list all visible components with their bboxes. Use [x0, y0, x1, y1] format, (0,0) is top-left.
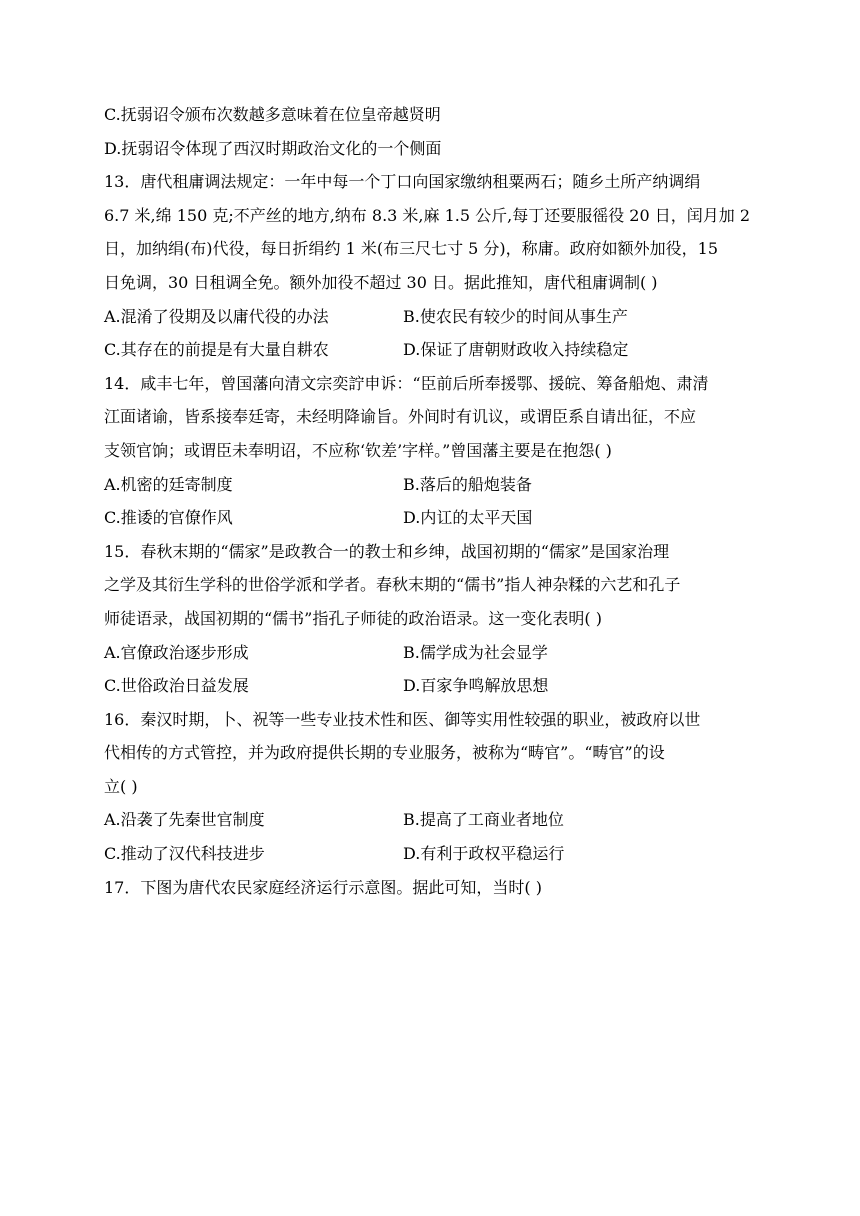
option-row	[104, 803, 760, 837]
question-16	[104, 703, 760, 871]
question-text-line: 之学及其衍生学科的世俗学派和学者。春秋末期的“儒书”指人神杂糅的六艺和孔子	[104, 575, 681, 595]
option-row	[104, 333, 760, 367]
option-c: C.世俗政治日益发展	[104, 676, 249, 696]
option-row	[104, 669, 760, 703]
question-text-line: 15．春秋末期的“儒家”是政教合一的教士和乡绅，战国初期的“儒家”是国家治理	[104, 541, 670, 561]
question-text-line: 日，加纳绢(布)代役，每日折绢约 1 米(布三尺七寸 5 分)，称庸。政府如额外加役，15	[104, 239, 719, 259]
question-text-line: 13．唐代租庸调法规定：一年中每一个丁口向国家缴纳租粟两石；随乡土所产纳调绢	[104, 172, 701, 192]
option-a: A.沿袭了先秦世官制度	[104, 810, 265, 830]
option-b: B.使农民有较少的时间从事生产	[403, 306, 628, 326]
option-b: B.儒学成为社会显学	[403, 642, 548, 662]
option-a: A.机密的廷寄制度	[104, 474, 233, 494]
option-c: C.推诿的官僚作风	[104, 508, 233, 528]
question-13	[104, 165, 760, 367]
option-c: C.推动了汉代科技进步	[104, 844, 265, 864]
option-row	[104, 837, 760, 871]
option-c: C.其存在的前提是有大量自耕农	[104, 340, 329, 360]
question-text-line: 16．秦汉时期，卜、祝等一些专业技术性和医、御等实用性较强的职业，被政府以世	[104, 709, 701, 729]
question-text-line: 江面诸谕，皆系接奉廷寄，未经明降谕旨。外间时有讥议，或谓臣系自请出征，不应	[104, 407, 697, 427]
question-text-line: 17．下图为唐代农民家庭经济运行示意图。据此可知，当时( )	[104, 877, 542, 897]
option-row	[104, 636, 760, 670]
option-d: D.内讧的太平天国	[403, 508, 533, 528]
option-b: B.提高了工商业者地位	[403, 810, 564, 830]
question-text-line: 6.7 米,绵 150 克;不产丝的地方,纳布 8.3 米,麻 1.5 公斤,每丁还要服徭役 20 日，闰月加 2	[104, 205, 751, 225]
option-d-text: D.抚弱诏令体现了西汉时期政治文化的一个侧面	[104, 138, 442, 158]
question-text-line: 代相传的方式管控，并为政府提供长期的专业服务，被称为“畴官”。“畴官”的设	[104, 743, 665, 763]
option-b: B.落后的船炮装备	[403, 474, 532, 494]
question-text-line: 立( )	[104, 776, 138, 796]
question-17	[104, 871, 760, 905]
carryover-options	[104, 98, 760, 165]
option-row	[104, 501, 760, 535]
option-row	[104, 468, 760, 502]
option-d: D.百家争鸣解放思想	[403, 676, 549, 696]
option-d: D.有利于政权平稳运行	[403, 844, 565, 864]
question-15	[104, 535, 760, 703]
option-d: D.保证了唐朝财政收入持续稳定	[403, 340, 629, 360]
question-14	[104, 367, 760, 535]
option-row	[104, 300, 760, 334]
question-text-line: 日免调，30 日租调全免。额外加役不超过 30 日。据此推知，唐代租庸调制( )	[104, 272, 658, 292]
question-text-line: 14．咸丰七年，曾国藩向清文宗奕詝申诉：“臣前后所奉援鄂、援皖、筹备船炮、肃清	[104, 373, 709, 393]
question-text-line: 师徒语录，战国初期的“儒书”指孔子师徒的政治语录。这一变化表明( )	[104, 608, 602, 628]
option-a: A.混淆了役期及以庸代役的办法	[104, 306, 329, 326]
question-text-line: 支领官饷；或谓臣未奉明诏，不应称‘钦差’字样。”曾国藩主要是在抱怨( )	[104, 440, 612, 460]
option-a: A.官僚政治逐步形成	[104, 642, 249, 662]
exam-page	[104, 98, 760, 904]
option-c-text: C.抚弱诏令颁布次数越多意味着在位皇帝越贤明	[104, 105, 441, 124]
